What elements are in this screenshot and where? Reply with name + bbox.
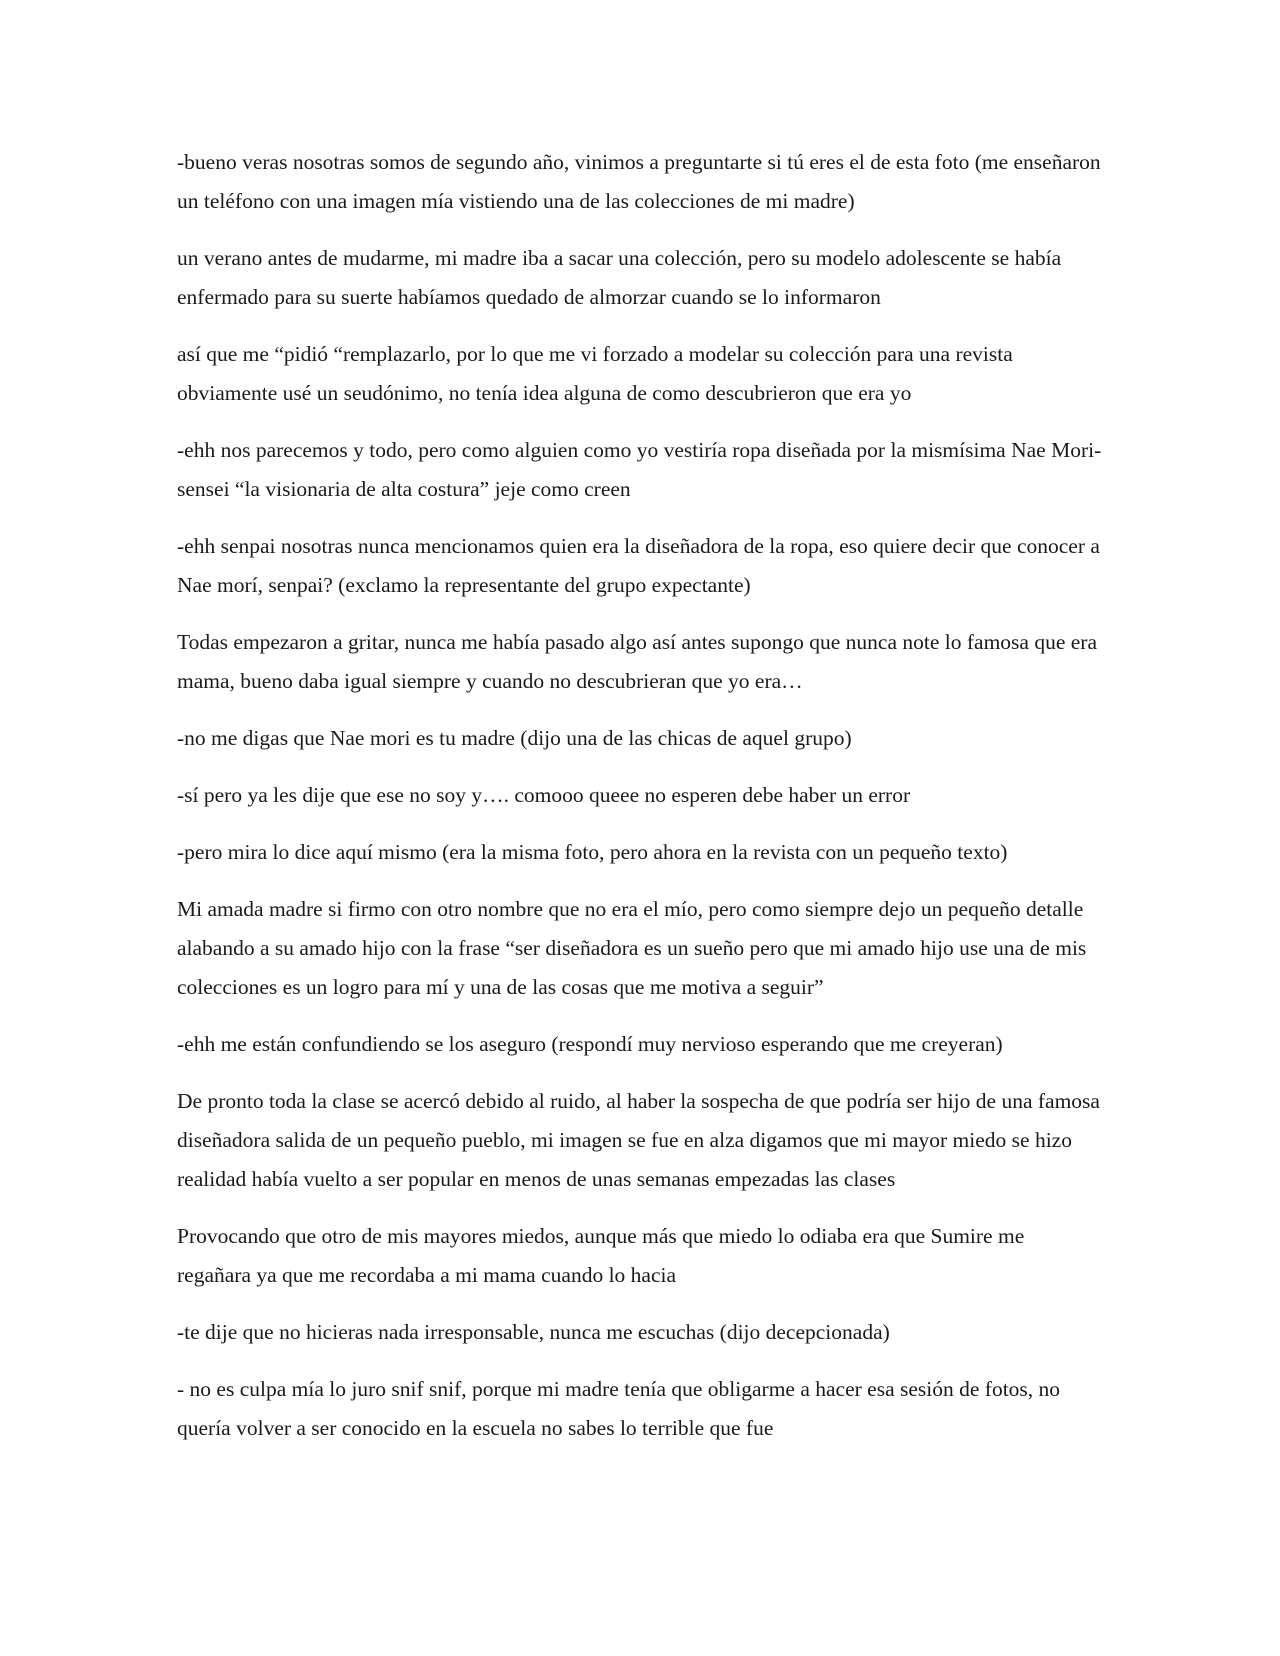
paragraph: -no me digas que Nae mori es tu madre (dijo una de las chicas de aquel grupo) (177, 726, 852, 750)
paragraph: De pronto toda la clase se acercó debido al ruido, al haber la sospecha de que podría ser hijo de una famosa diseñadora salida de un pequeño pueblo, mi imagen se fue en alza digamos que mi mayor miedo se hizo realidad había vuelto a ser popular en menos de unas semanas empezadas las clases (177, 1089, 1100, 1191)
paragraph: un verano antes de mudarme, mi madre iba a sacar una colección, pero su modelo adolescente se había enfermado para su suerte habíamos quedado de almorzar cuando se lo informaron (177, 246, 1062, 309)
paragraph: - no es culpa mía lo juro snif snif, porque mi madre tenía que obligarme a hacer esa sesión de fotos, no quería volver a ser conocido en la escuela no sabes lo terrible que fue (177, 1377, 1061, 1440)
paragraph: así que me “pidió “remplazarlo, por lo que me vi forzado a modelar su colección para una revista obviamente usé un seudónimo, no tenía idea alguna de como descubrieron que era yo (177, 342, 1013, 405)
paragraph: -te dije que no hicieras nada irresponsable, nunca me escuchas (dijo decepcionada) (177, 1320, 890, 1344)
paragraph: -sí pero ya les dije que ese no soy y…. comooo queee no esperen debe haber un error (177, 783, 911, 807)
paragraph: Mi amada madre si firmo con otro nombre que no era el mío, pero como siempre dejo un pequeño detalle alabando a su amado hijo con la frase “ser diseñadora es un sueño pero que mi amado hijo use una de mis colecciones es un logro para mí y una de las cosas que me motiva a seguir” (177, 897, 1087, 999)
paragraph: -bueno veras nosotras somos de segundo año, vinimos a preguntarte si tú eres el de esta foto (me enseñaron un teléfono con una imagen mía vistiendo una de las colecciones de mi madre) (177, 150, 1101, 213)
document-body (177, 143, 1102, 1466)
paragraph: -pero mira lo dice aquí mismo (era la misma foto, pero ahora en la revista con un pequeño texto) (177, 840, 1008, 864)
paragraph: Todas empezaron a gritar, nunca me había pasado algo así antes supongo que nunca note lo famosa que era mama, bueno daba igual siempre y cuando no descubrieran que yo era… (177, 630, 1098, 693)
paragraph: -ehh me están confundiendo se los aseguro (respondí muy nervioso esperando que me creyeran) (177, 1032, 1003, 1056)
paragraph: -ehh senpai nosotras nunca mencionamos quien era la diseñadora de la ropa, eso quiere decir que conocer a Nae morí, senpai? (exclamo la representante del grupo expectante) (177, 534, 1100, 597)
paragraph: Provocando que otro de mis mayores miedos, aunque más que miedo lo odiaba era que Sumire me regañara ya que me recordaba a mi mama cuando lo hacia (177, 1224, 1025, 1287)
paragraph: -ehh nos parecemos y todo, pero como alguien como yo vestiría ropa diseñada por la mismísima Nae Mori-sensei “la visionaria de alta costura” jeje como creen (177, 438, 1102, 501)
